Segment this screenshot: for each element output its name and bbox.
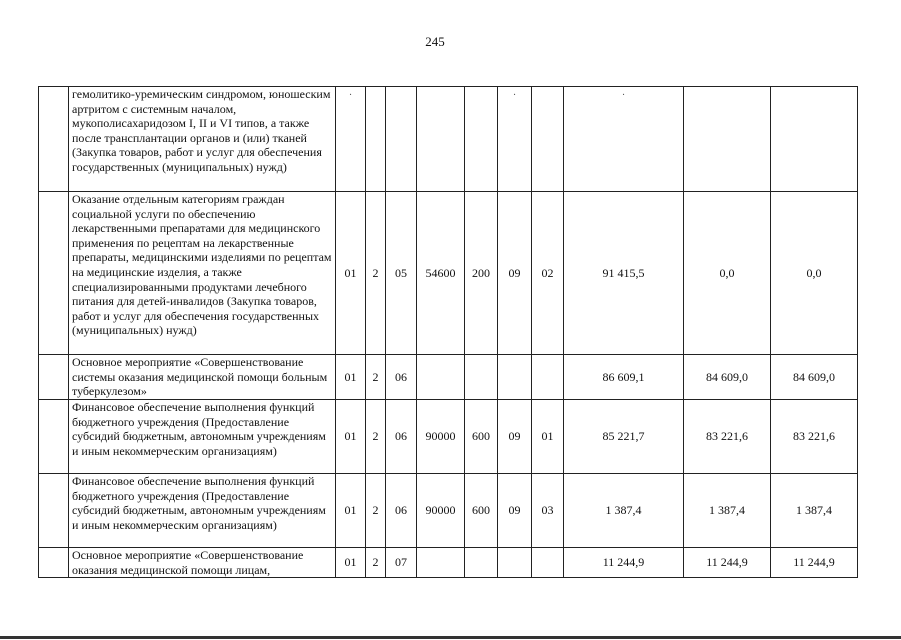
code-cell: 02: [532, 192, 564, 355]
table-row: [39, 400, 858, 474]
table-row: [39, 355, 858, 400]
amount-cell: 86 609,1: [564, 355, 684, 400]
row-description: Финансовое обеспечение выполнения функций бюджетного учреждения (Предоставление субсидий бюджетным, автономным учреждениям и иным некоммерческим организациям): [69, 474, 336, 548]
amount-cell: 11 244,9: [564, 548, 684, 578]
code-cell: 01: [336, 355, 366, 400]
code-cell: [532, 355, 564, 400]
code-cell: [498, 355, 532, 400]
code-cell: 2: [366, 474, 386, 548]
code-cell: [417, 87, 465, 192]
code-cell: 01: [336, 548, 366, 578]
table-row: [39, 87, 858, 192]
code-cell: 06: [386, 355, 417, 400]
code-cell: 2: [366, 192, 386, 355]
code-cell: 06: [386, 400, 417, 474]
table-row: [39, 548, 858, 578]
code-cell: 54600: [417, 192, 465, 355]
page-number: 245: [425, 34, 445, 49]
code-cell: 06: [386, 474, 417, 548]
blank-cell: [39, 548, 69, 578]
code-cell: 2: [366, 355, 386, 400]
code-cell: 07: [386, 548, 417, 578]
amount-cell: [564, 87, 684, 192]
code-cell: [532, 548, 564, 578]
code-cell: [465, 548, 498, 578]
amount-cell: 11 244,9: [771, 548, 858, 578]
code-cell: [336, 87, 366, 192]
code-cell: 2: [366, 548, 386, 578]
code-cell: [465, 355, 498, 400]
row-description: Оказание отдельным категориям граждан социальной услуги по обеспечению лекарственными препаратами для медицинского применения по рецептам на лекарственные препараты, медицинскими изделиями по рецептам на медицинские изделия, а также специализированными продуктами лечебного питания для детей-инвалидов (Закупка товаров, работ и услуг для обеспечения государственных (муниципальных) нужд): [69, 192, 336, 355]
amount-cell: 1 387,4: [771, 474, 858, 548]
table-row: [39, 474, 858, 548]
row-description: Финансовое обеспечение выполнения функций бюджетного учреждения (Предоставление субсидий бюджетным, автономным учреждениям и иным некоммерческим организациям): [69, 400, 336, 474]
amount-cell: 83 221,6: [684, 400, 771, 474]
blank-cell: [39, 474, 69, 548]
code-cell: 2: [366, 400, 386, 474]
amount-cell: 0,0: [771, 192, 858, 355]
code-cell: [386, 87, 417, 192]
table-row: [39, 192, 858, 355]
budget-table: [38, 86, 858, 578]
row-description: гемолитико-уремическим синдромом, юношеским артритом с системным началом, мукополисахаридозом I, II и VI типов, а также после трансплантации органов и (или) тканей (Закупка товаров, работ и услуг для обеспечения государственных (муниципальных) нужд): [69, 87, 336, 192]
code-cell: 600: [465, 474, 498, 548]
code-cell: [465, 87, 498, 192]
blank-cell: [39, 192, 69, 355]
amount-cell: [684, 87, 771, 192]
code-cell: 01: [336, 400, 366, 474]
scan-dot: ·: [621, 90, 626, 101]
code-cell: 600: [465, 400, 498, 474]
amount-cell: 0,0: [684, 192, 771, 355]
amount-cell: 1 387,4: [564, 474, 684, 548]
code-cell: 01: [336, 474, 366, 548]
amount-cell: 1 387,4: [684, 474, 771, 548]
code-cell: [498, 87, 532, 192]
row-description: Основное мероприятие «Совершенствование оказания медицинской помощи лицам,: [69, 548, 336, 578]
code-cell: [532, 87, 564, 192]
scan-edge-line: [0, 636, 901, 639]
code-cell: 09: [498, 474, 532, 548]
row-description: Основное мероприятие «Совершенствование системы оказания медицинской помощи больным туберкулезом»: [69, 355, 336, 400]
amount-cell: 83 221,6: [771, 400, 858, 474]
blank-cell: [39, 400, 69, 474]
code-cell: 01: [532, 400, 564, 474]
amount-cell: 84 609,0: [771, 355, 858, 400]
amount-cell: 85 221,7: [564, 400, 684, 474]
code-cell: 200: [465, 192, 498, 355]
amount-cell: 84 609,0: [684, 355, 771, 400]
blank-cell: [39, 355, 69, 400]
amount-cell: [771, 87, 858, 192]
amount-cell: 91 415,5: [564, 192, 684, 355]
code-cell: 90000: [417, 474, 465, 548]
code-cell: 90000: [417, 400, 465, 474]
code-cell: 03: [532, 474, 564, 548]
code-cell: [366, 87, 386, 192]
code-cell: [498, 548, 532, 578]
blank-cell: [39, 87, 69, 192]
code-cell: 05: [386, 192, 417, 355]
code-cell: 09: [498, 192, 532, 355]
code-cell: [417, 355, 465, 400]
scan-dot: ·: [512, 90, 517, 101]
amount-cell: 11 244,9: [684, 548, 771, 578]
code-cell: 09: [498, 400, 532, 474]
scan-dot: ·: [348, 90, 353, 101]
code-cell: [417, 548, 465, 578]
code-cell: 01: [336, 192, 366, 355]
